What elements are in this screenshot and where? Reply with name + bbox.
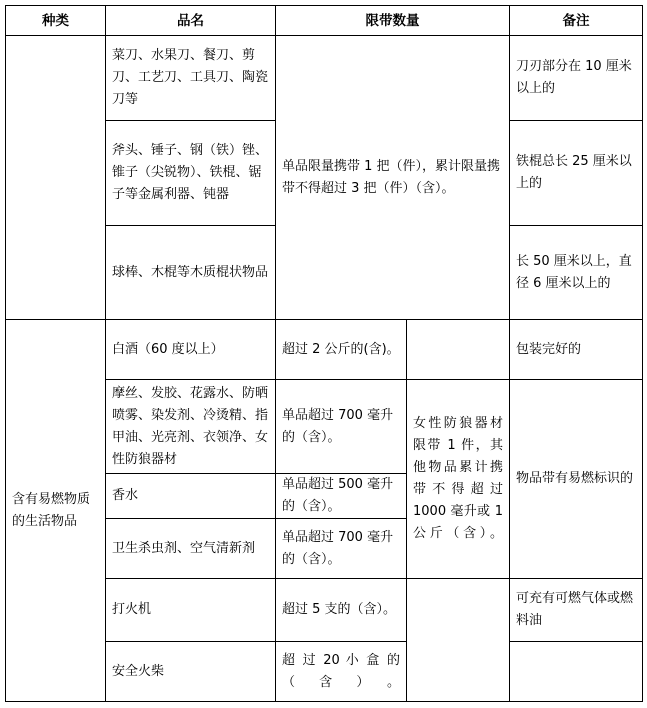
limit-cell: 单品超过 700 毫升的（含）。 <box>276 380 407 474</box>
header-row <box>6 6 643 36</box>
header-remark: 备注 <box>510 6 643 36</box>
header-limit: 限带数量 <box>276 6 510 36</box>
limit-cell: 超 过 20 小 盒 的（含）。 <box>276 642 407 702</box>
item-cell: 球棒、木棍等木质棍状物品 <box>106 226 276 320</box>
remark-cell: 刀刃部分在 10 厘米以上的 <box>510 36 643 121</box>
limit-cell-empty <box>407 579 510 702</box>
limit-cell-shared: 女性防狼器材限带 1 件，其他物品累计携带不得超过 1000 毫升或 1 公斤（含）。 <box>407 380 510 579</box>
item-cell: 安全火柴 <box>106 642 276 702</box>
table-row <box>6 36 643 121</box>
regulation-table <box>5 5 643 702</box>
limit-cell: 单品超过 500 毫升的（含）。 <box>276 474 407 519</box>
item-cell: 白酒（60 度以上） <box>106 320 276 380</box>
item-cell: 菜刀、水果刀、餐刀、剪刀、工艺刀、工具刀、陶瓷刀等 <box>106 36 276 121</box>
limit-cell-empty <box>407 320 510 380</box>
remark-cell: 长 50 厘米以上，直径 6 厘米以上的 <box>510 226 643 320</box>
item-cell: 斧头、锤子、钢（铁）锉、锥子（尖锐物）、铁棍、锯子等金属利器、钝器 <box>106 121 276 226</box>
remark-cell-shared: 物品带有易燃标识的 <box>510 380 643 579</box>
remark-cell: 铁棍总长 25 厘米以上的 <box>510 121 643 226</box>
header-category: 种类 <box>6 6 106 36</box>
limit-cell: 单品超过 700 毫升的（含）。 <box>276 519 407 579</box>
remark-cell <box>510 642 643 702</box>
remark-cell: 包装完好的 <box>510 320 643 380</box>
category-cell: 含有易燃物质的生活物品 <box>6 320 106 702</box>
limit-cell: 超过 2 公斤的(含)。 <box>276 320 407 380</box>
table-row <box>6 320 643 380</box>
category-cell <box>6 36 106 320</box>
item-cell: 卫生杀虫剂、空气清新剂 <box>106 519 276 579</box>
limit-cell-shared: 单品限量携带 1 把（件），累计限量携带不得超过 3 把（件）（含）。 <box>276 36 510 320</box>
item-cell: 摩丝、发胶、花露水、防晒喷雾、染发剂、冷烫精、指甲油、光亮剂、衣领净、女性防狼器材 <box>106 380 276 474</box>
item-cell: 打火机 <box>106 579 276 642</box>
limit-cell: 超过 5 支的（含）。 <box>276 579 407 642</box>
header-item: 品名 <box>106 6 276 36</box>
item-cell: 香水 <box>106 474 276 519</box>
remark-cell: 可充有可燃气体或燃料油 <box>510 579 643 642</box>
